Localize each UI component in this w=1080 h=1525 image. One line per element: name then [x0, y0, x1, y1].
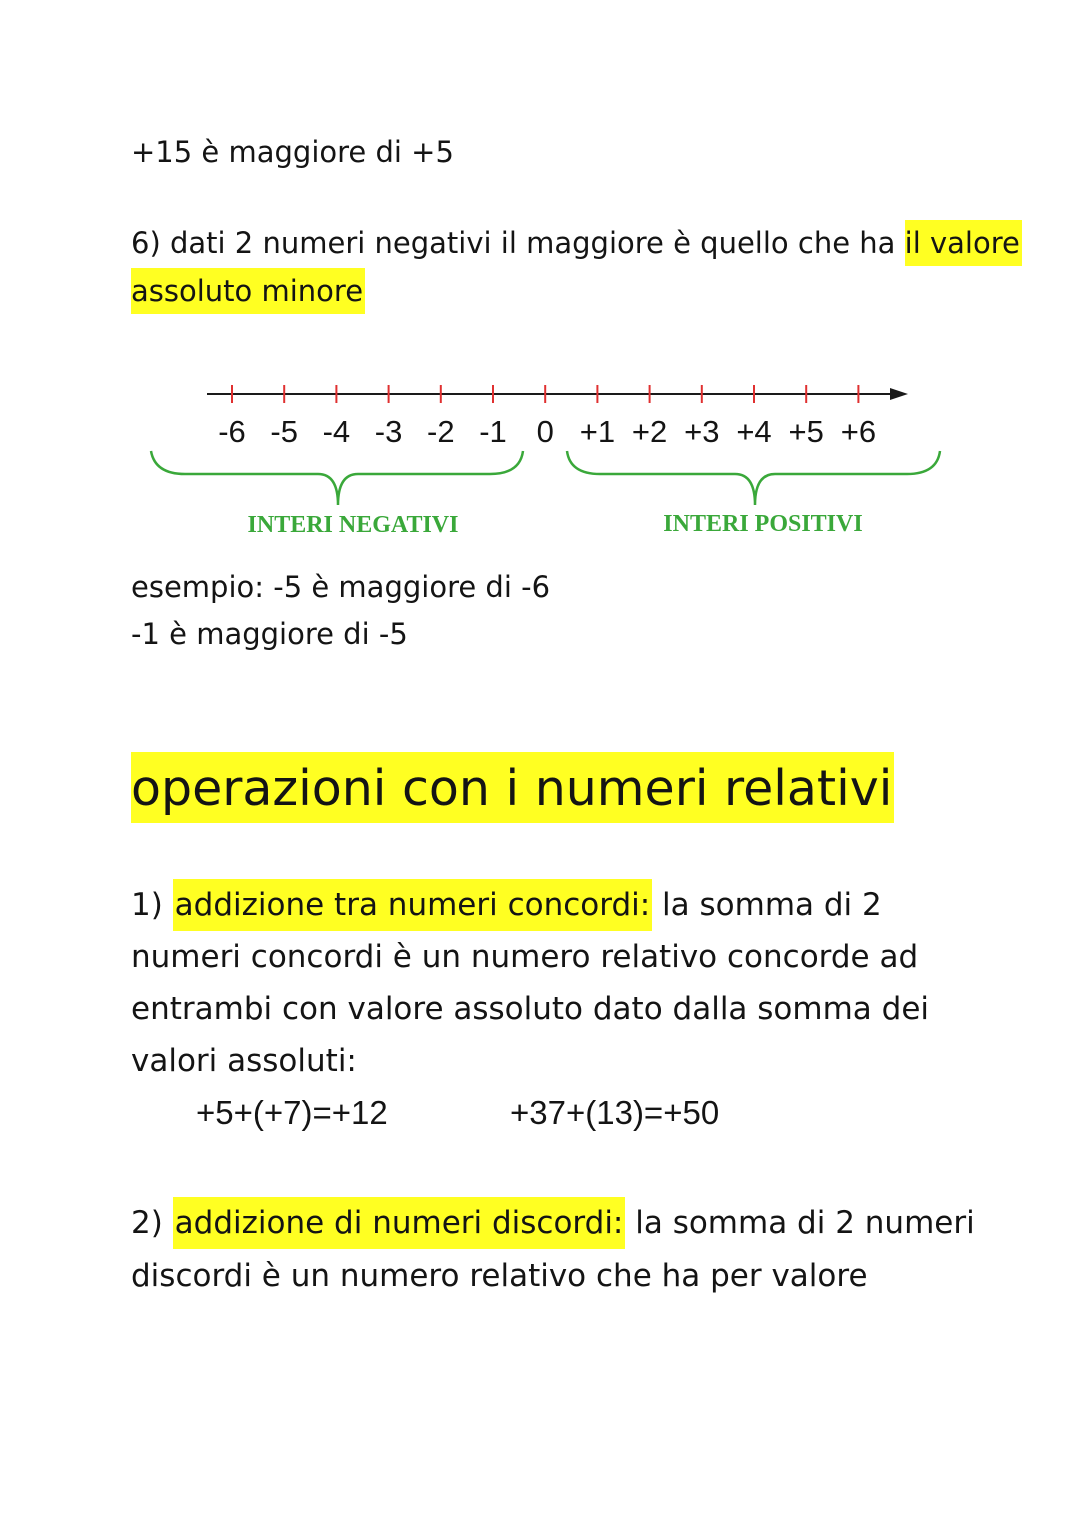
rule1-text: la somma di 2	[652, 887, 882, 923]
rule6-highlight-1: il valore	[905, 220, 1022, 266]
tick-label: -5	[270, 414, 298, 449]
example-line-2: -1 è maggiore di -5	[131, 617, 408, 651]
rule1-line-3: entrambi con valore assoluto dato dalla somma dei	[131, 991, 930, 1027]
tick-label: +1	[579, 414, 616, 449]
rule2-highlight: addizione di numeri discordi:	[173, 1197, 626, 1249]
rule2-line-1	[131, 1205, 975, 1241]
tick-label: +2	[631, 414, 668, 449]
example-line-1: esempio: -5 è maggiore di -6	[131, 570, 551, 604]
number-line-tick-labels	[218, 414, 876, 449]
formula-1: +5+(+7)=+12	[196, 1094, 388, 1131]
negative-brace	[151, 451, 523, 505]
number-line-arrowhead	[890, 388, 908, 400]
positive-integers-label: INTERI POSITIVI	[663, 511, 863, 537]
tick-label: -6	[218, 414, 246, 449]
tick-label: +6	[840, 414, 877, 449]
tick-label: +5	[788, 414, 824, 449]
negative-integers-label: INTERI NEGATIVI	[247, 512, 459, 538]
rule1-line-2: numeri concordi è un numero relativo concorde ad	[131, 939, 919, 975]
number-line-diagram	[0, 375, 1080, 545]
tick-label: -3	[374, 414, 403, 449]
rule6-line-2	[131, 274, 365, 308]
rule2-text: la somma di 2 numeri	[625, 1205, 975, 1241]
tick-label: -2	[427, 414, 455, 449]
tick-label: 0	[536, 414, 554, 449]
rule6-line-1	[131, 226, 1022, 260]
section-title: operazioni con i numeri relativi	[131, 752, 894, 823]
tick-label: -1	[479, 414, 507, 449]
tick-label: -4	[322, 414, 351, 449]
tick-label: +4	[736, 414, 772, 449]
rule1-number: 1)	[131, 887, 173, 923]
rule1-line-1	[131, 887, 882, 923]
formula-2: +37+(13)=+50	[510, 1094, 720, 1131]
positive-brace	[567, 451, 940, 505]
rule5-example: +15 è maggiore di +5	[131, 135, 454, 169]
tick-label: +3	[684, 414, 720, 449]
rule6-text: 6) dati 2 numeri negativi il maggiore è quello che ha	[131, 226, 905, 260]
rule6-highlight-2: assoluto minore	[131, 268, 365, 314]
rule1-line-4: valori assoluti:	[131, 1043, 357, 1079]
rule2-line-2: discordi è un numero relativo che ha per valore	[131, 1258, 868, 1294]
rule1-highlight: addizione tra numeri concordi:	[173, 879, 653, 931]
rule2-number: 2)	[131, 1205, 173, 1241]
